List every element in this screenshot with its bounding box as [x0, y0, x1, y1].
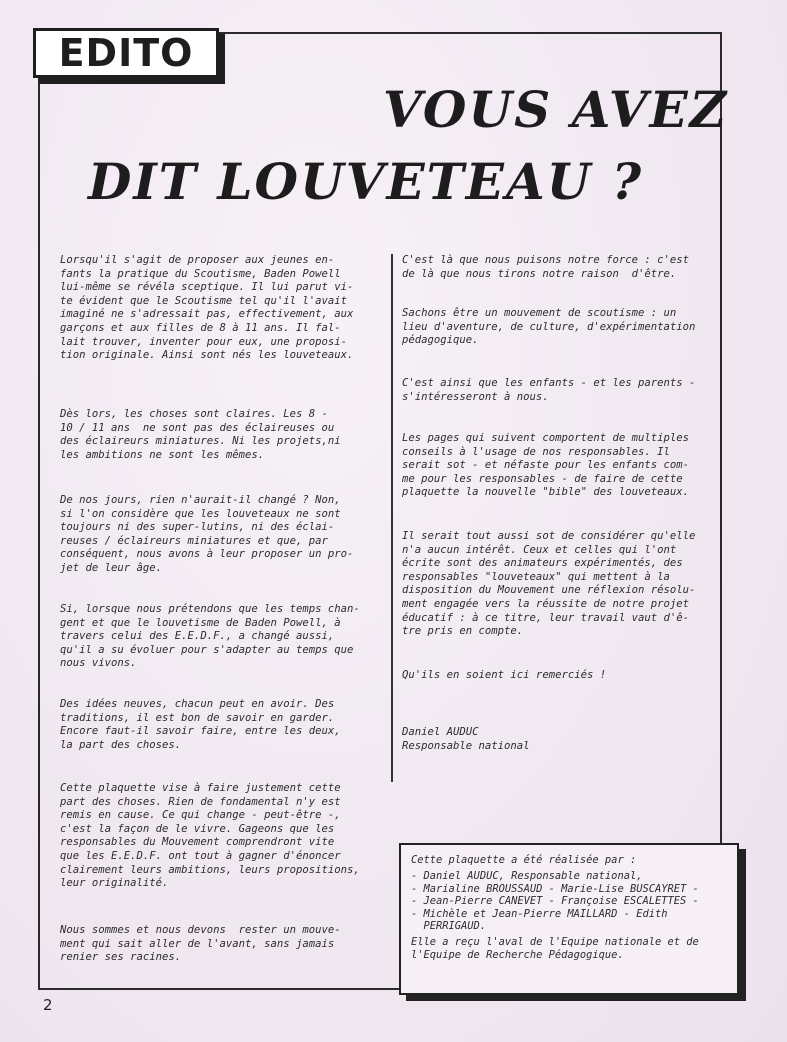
text-line: tion originale. Ainsi sont nés les louveteaux. [60, 349, 354, 362]
text-line: Si, lorsque nous prétendons que les temps chan- [60, 603, 360, 615]
text-line: Les pages qui suivent comportent de multiples [402, 432, 690, 444]
text-line: clairement leurs ambitions, leurs propositions, [60, 863, 360, 876]
left-paragraph-4 [60, 603, 360, 671]
text-line: jet de leur âge. [60, 561, 163, 574]
text-line: te évident que le Scoutisme tel qu'il l'avait [60, 294, 348, 307]
text-line: Dès lors, les choses sont claires. Les 8 - [60, 408, 328, 420]
text-line: leur originalité. [60, 877, 169, 890]
text-line: que les E.E.D.F. ont tout à gagner d'énoncer [60, 849, 341, 862]
signature-role: Responsable national [402, 739, 530, 752]
text-line: Il serait tout aussi sot de considérer qu'elle [402, 530, 696, 542]
text-line: De nos jours, rien n'aurait-il changé ? Non, [60, 494, 341, 506]
text-line: responsables du Mouvement comprendront vite [60, 836, 335, 849]
left-paragraph-1 [60, 254, 353, 363]
left-paragraph-5 [60, 698, 341, 752]
text-line: Cette plaquette vise à faire justement cette [60, 782, 341, 794]
column-divider [391, 254, 393, 782]
text-line: la part des choses. [60, 738, 182, 751]
credits-line: - Jean-Pierre CANEVET - Françoise ESCALETTES - [411, 895, 699, 908]
right-paragraph-5 [402, 530, 695, 639]
text-line: travers celui des E.E.D.F., a changé aussi, [60, 630, 335, 643]
text-line: lui-même se révéla sceptique. Il lui parut vi- [60, 281, 354, 294]
text-line: si l'on considère que les louveteaux ne sont [60, 507, 341, 520]
text-line: Sachons être un mouvement de scoutisme : un [402, 307, 677, 319]
text-line: ment engagée vers la réussite de notre projet [402, 597, 690, 610]
right-paragraph-2 [402, 307, 695, 348]
signature-name: Daniel AUDUC [402, 726, 479, 738]
left-paragraph-6 [60, 782, 360, 891]
right-paragraph-3 [402, 377, 695, 404]
text-line: conseils à l'usage de nos responsables. Il [402, 445, 670, 458]
title-line-2: DIT LOUVETEAU ? [88, 152, 643, 211]
text-line: remis en cause. Ce qui change - peut-être -, [60, 809, 341, 822]
edito-label: EDITO [58, 31, 194, 75]
text-line: traditions, il est bon de savoir en garder. [60, 711, 335, 724]
text-line: conséquent, nous avons à leur proposer un pro- [60, 548, 354, 561]
text-line: responsables "louveteaux" qui mettent à la [402, 570, 670, 583]
text-line: imaginé ne s'adressait pas, effectivement, aux [60, 308, 354, 321]
left-paragraph-3 [60, 494, 353, 576]
text-line: gent et que le louvetisme de Baden Powell, à [60, 616, 341, 629]
left-paragraph-7 [60, 924, 341, 965]
text-line: ment qui sait aller de l'avant, sans jamais [60, 937, 335, 950]
text-line: s'intéresseront à nous. [402, 390, 549, 403]
text-line: plaquette la nouvelle "bible" des louveteaux. [402, 486, 690, 499]
credits-line: - Michèle et Jean-Pierre MAILLARD - Edith [411, 907, 668, 920]
text-line: des éclaireurs miniatures. Ni les projets,ni [60, 435, 341, 448]
text-line: les ambitions ne sont les mêmes. [60, 448, 265, 461]
text-line: lieu d'aventure, de culture, d'expérimentation [402, 320, 696, 333]
title-line-1: VOUS AVEZ [383, 80, 729, 139]
text-line: disposition du Mouvement une réflexion résolu- [402, 584, 696, 597]
text-line: garçons et aux filles de 8 à 11 ans. Il fal- [60, 321, 341, 334]
text-line: C'est là que nous puisons notre force : c'est [402, 254, 690, 266]
text-line: Des idées neuves, chacun peut en avoir. Des [60, 698, 335, 710]
text-line: Lorsqu'il s'agit de proposer aux jeunes en- [60, 254, 335, 266]
text-line: serait sot - et néfaste pour les enfants com- [402, 459, 690, 472]
text-line: lait trouver, inventer pour eux, une proposi- [60, 335, 348, 348]
text-line: c'est la façon de le vivre. Gageons que les [60, 822, 335, 835]
text-line: de là que nous tirons notre raison d'être. [402, 267, 677, 280]
edito-badge [33, 28, 219, 78]
text-line: Nous sommes et nous devons rester un mouve- [60, 924, 341, 936]
text-line: C'est ainsi que les enfants - et les parents - [402, 377, 696, 389]
credits-line: - Daniel AUDUC, Responsable national, [411, 870, 643, 883]
text-line: fants la pratique du Scoutisme, Baden Powell [60, 267, 341, 280]
text-line: toujours ni des super-lutins, ni des éclai- [60, 521, 335, 534]
text-line: part des choses. Rien de fondamental n'y est [60, 795, 341, 808]
text-line: Encore faut-il savoir faire, entre les deux, [60, 725, 341, 738]
credits-footer: Elle a reçu l'aval de l'Equipe nationale et de [411, 936, 699, 949]
text-line: nous vivons. [60, 657, 137, 670]
text-line: qu'il a su évoluer pour s'adapter au temps que [60, 643, 354, 656]
text-line: Qu'ils en soient ici remerciés ! [402, 669, 607, 681]
credits-footer: l'Equipe de Recherche Pédagogique. [411, 948, 624, 961]
signature [402, 726, 530, 753]
credits-line: PERRIGAUD. [411, 920, 487, 933]
page-number: 2 [43, 996, 53, 1014]
text-line: reuses / éclaireurs miniatures et que, par [60, 534, 328, 547]
text-line: 10 / 11 ans ne sont pas des éclaireuses ou [60, 421, 335, 434]
right-paragraph-4 [402, 432, 689, 500]
right-paragraph-1 [402, 254, 689, 281]
credits-box [399, 843, 739, 995]
left-paragraph-2 [60, 408, 341, 462]
text-line: éducatif : à ce titre, leur travail vaut d'ê- [402, 611, 690, 624]
credits-line: - Marialine BROUSSAUD - Marie-Lise BUSCAYRET - [411, 882, 699, 895]
right-paragraph-6 [402, 669, 606, 683]
credits-heading: Cette plaquette a été réalisée par : [411, 854, 637, 866]
text-line: tre pris en compte. [402, 625, 524, 638]
text-line: pédagogique. [402, 334, 479, 347]
text-line: me pour les responsables - de faire de cette [402, 472, 683, 485]
text-line: n'a aucun intérêt. Ceux et celles qui l'ont [402, 543, 677, 556]
text-line: renier ses racines. [60, 951, 182, 964]
text-line: écrite sont des animateurs expérimentés, des [402, 557, 683, 570]
